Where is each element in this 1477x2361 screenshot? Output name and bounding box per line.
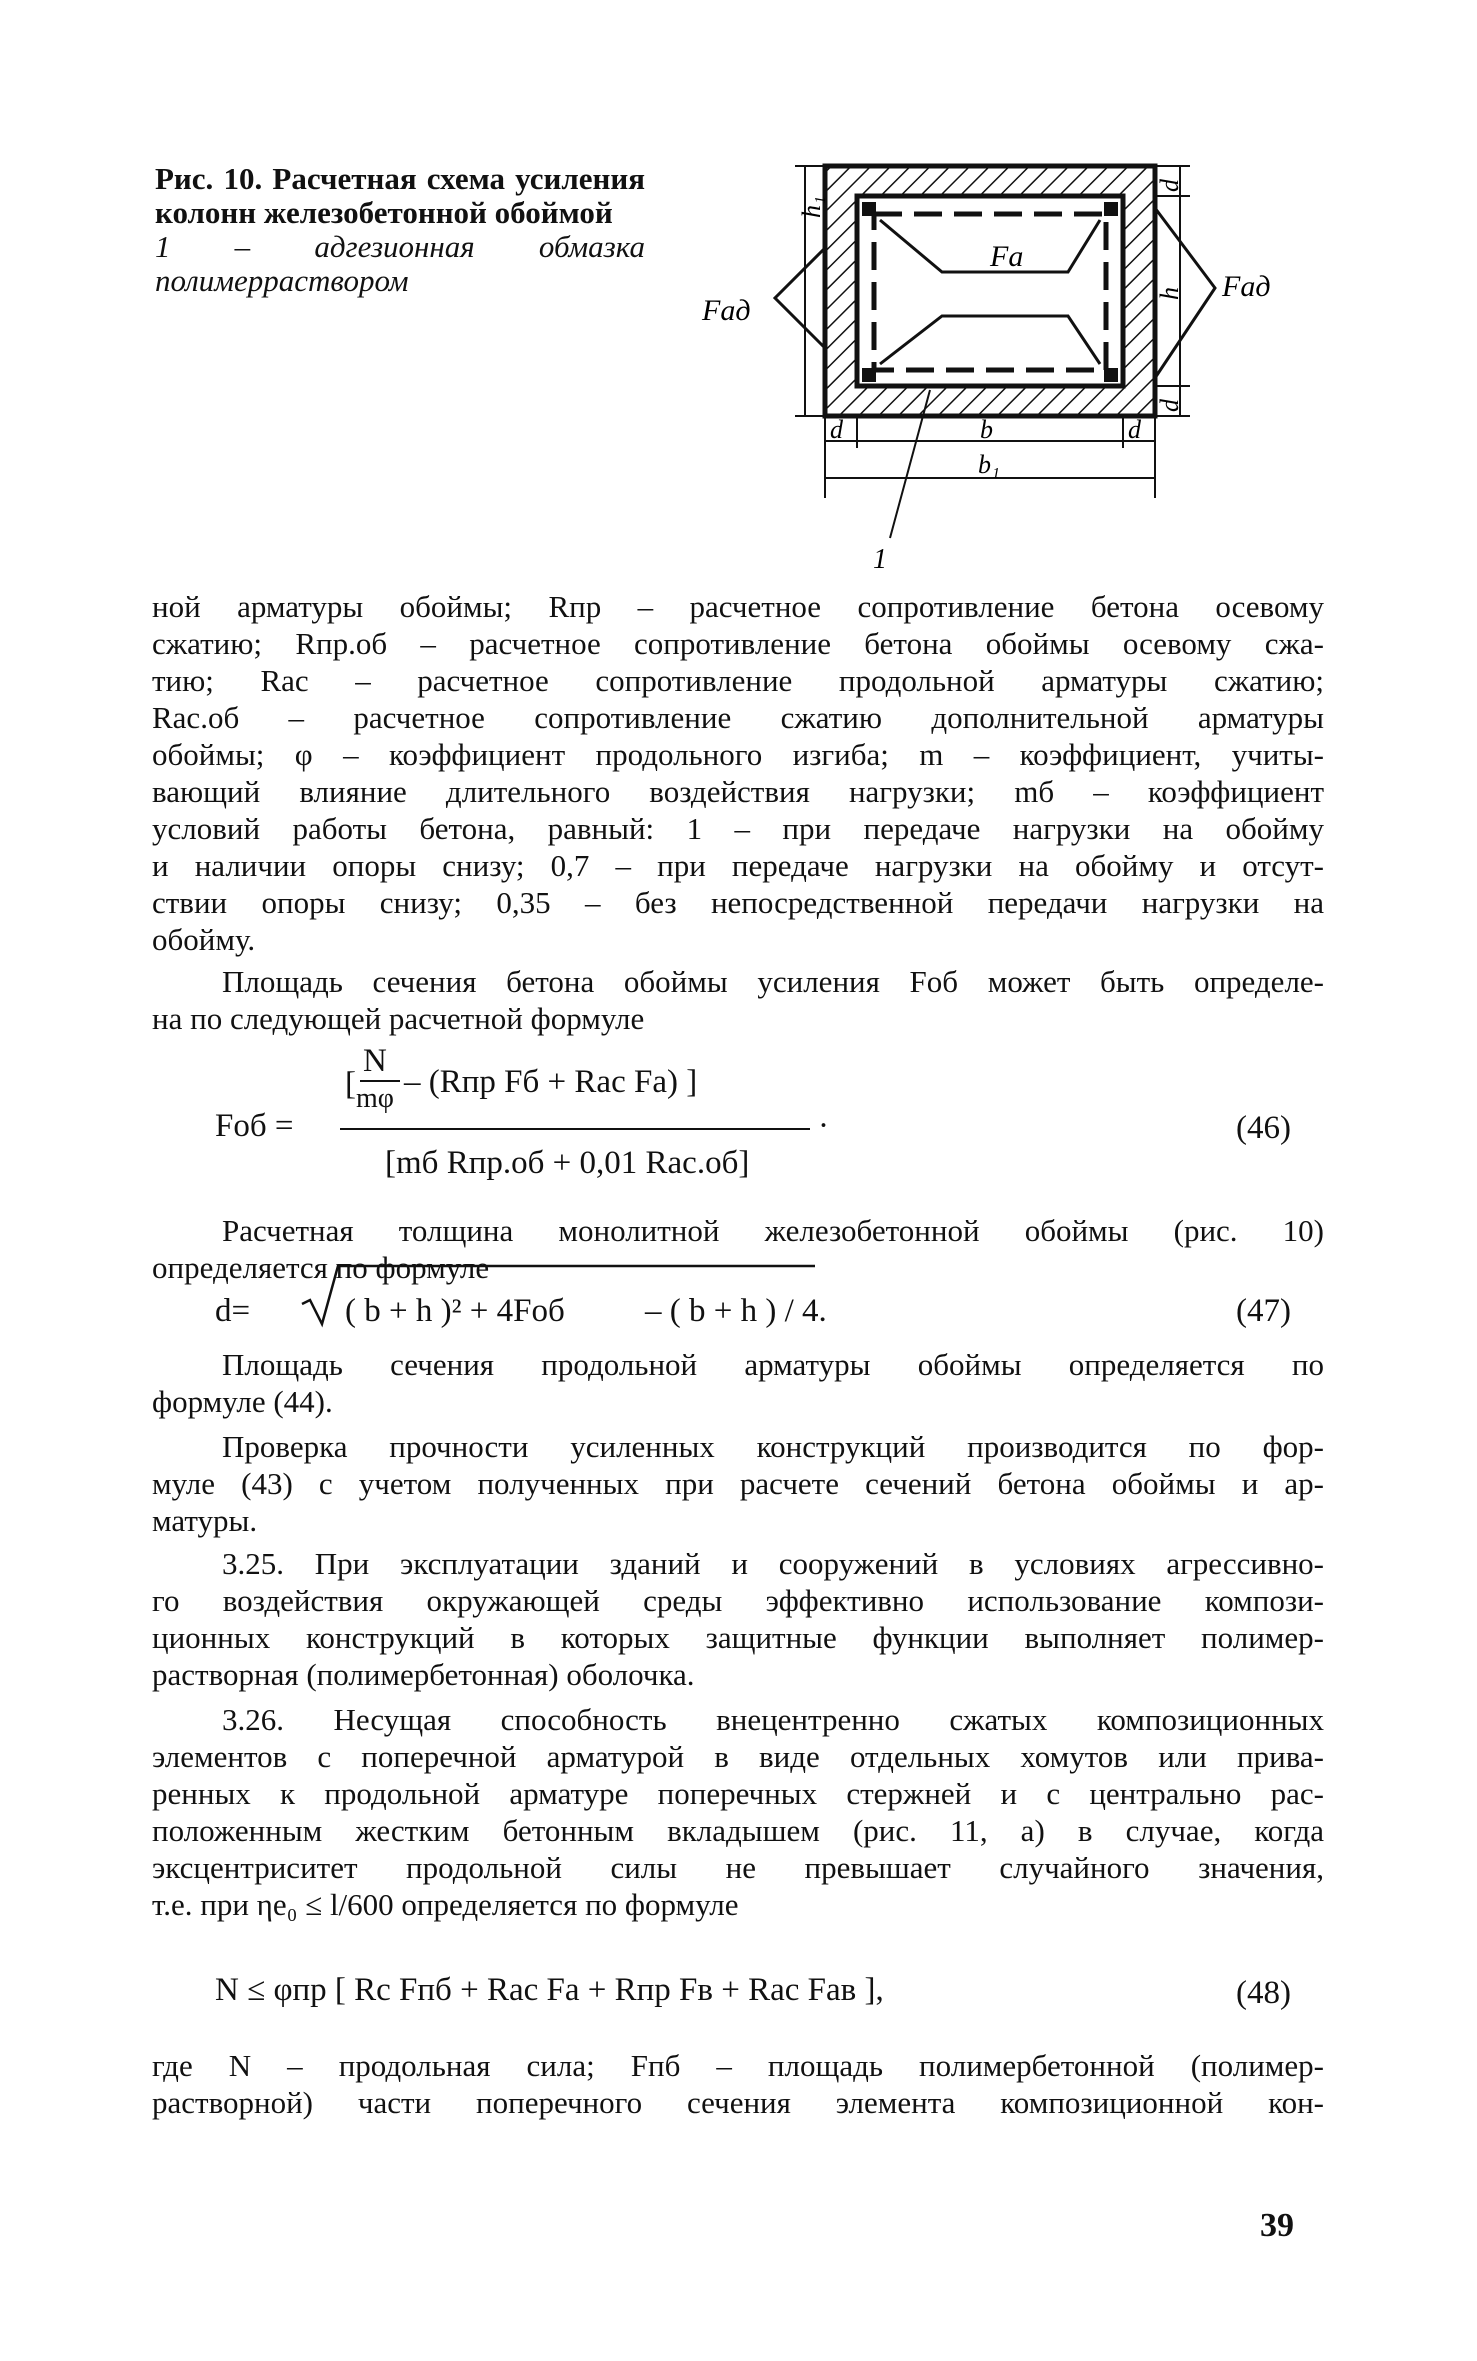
text-line: матуры. bbox=[152, 1503, 258, 1538]
label-b: b bbox=[980, 415, 993, 444]
figure-caption bbox=[155, 162, 645, 298]
f46-numerator-rest: – (Rпр Fб + Rас Fа) ] bbox=[404, 1064, 698, 1100]
paragraph-7 bbox=[152, 1701, 1324, 1923]
text-line: растворная (полимербетонная) оболочка. bbox=[152, 1657, 695, 1692]
f47-radicand: ( b + h )² + 4Fоб bbox=[345, 1293, 565, 1329]
paragraph-1 bbox=[152, 588, 1324, 958]
f47-lhs: d= bbox=[215, 1293, 251, 1329]
text-line: где N – продольная сила; Fпб – площадь полимербетонной (полимер- bbox=[152, 2048, 1324, 2083]
text-line: на по следующей расчетной формуле bbox=[152, 1001, 645, 1036]
page-number: 39 bbox=[1260, 2207, 1294, 2244]
text-line: вающий влияние длительного воздействия нагрузки; mб – коэффициент bbox=[152, 774, 1324, 809]
paragraph-8 bbox=[152, 2047, 1324, 2121]
text-line: Площадь сечения продольной арматуры обоймы определяется по bbox=[222, 1347, 1324, 1382]
f46-lhs: Fоб = bbox=[215, 1108, 294, 1144]
eq-number-46: (46) bbox=[1236, 1110, 1291, 1146]
paragraph-6 bbox=[152, 1545, 1324, 1693]
text-line: Rас.об – расчетное сопротивление сжатию дополнительной арматуры bbox=[152, 700, 1324, 735]
fad-left-wedge bbox=[775, 248, 825, 348]
label-d-left: d bbox=[830, 415, 843, 444]
text-line: обоймы; φ – коэффициент продольного изгиба; m – коэффициент, учиты- bbox=[152, 737, 1324, 772]
f46-N: N bbox=[363, 1043, 387, 1079]
label-d-bottom: d bbox=[1155, 399, 1184, 412]
f46-fraction-line bbox=[340, 1128, 810, 1130]
paragraph-2 bbox=[152, 963, 1324, 1037]
text-line: элементов с поперечной арматурой в виде отдельных хомутов или прива- bbox=[152, 1739, 1324, 1774]
text-line: Проверка прочности усиленных конструкций производится по фор- bbox=[222, 1429, 1324, 1464]
caption-title: Рис. 10. Расчетная схема усиления колонн железобетонной обоймой bbox=[155, 161, 645, 230]
f46-dot: · bbox=[818, 1108, 829, 1144]
text-line: муле (43) с учетом полученных при расчете сечений бетона обоймы и ар- bbox=[152, 1466, 1324, 1501]
text-line: положенным жестким бетонным вкладышем (рис. 11, а) в случае, когда bbox=[152, 1813, 1324, 1848]
label-d-right: d bbox=[1128, 415, 1141, 444]
eq-number-47: (47) bbox=[1236, 1293, 1291, 1329]
text-line: и наличии опоры снизу; 0,7 – при передаче нагрузки на обойму и отсут- bbox=[152, 848, 1324, 883]
text-line: тию; Rас – расчетное сопротивление продольной арматуры сжатию; bbox=[152, 663, 1324, 698]
f47-rest: – ( b + h ) / 4. bbox=[645, 1293, 827, 1329]
text-line: ционных конструкций в которых защитные функции выполняет полимер- bbox=[152, 1620, 1324, 1655]
text-line: условий работы бетона, равный: 1 – при передаче нагрузки на обойму bbox=[152, 811, 1324, 846]
label-b1: b₁ bbox=[978, 450, 1001, 479]
paragraph-4 bbox=[152, 1346, 1324, 1420]
text-line: 3.25. При эксплуатации зданий и сооружений в условиях агрессивно- bbox=[222, 1546, 1324, 1581]
f48-formula: N ≤ φпр [ Rс Fпб + Rас Fа + Rпр Fв + Rас Fав ], bbox=[215, 1972, 884, 2008]
eq-number-48: (48) bbox=[1236, 1975, 1291, 2011]
text-line: формуле (44). bbox=[152, 1384, 333, 1419]
text-line: определяется по формуле bbox=[152, 1250, 490, 1285]
text-line: ренных к продольной арматуре поперечных стержней и с центрально рас- bbox=[152, 1776, 1324, 1811]
paragraph-5 bbox=[152, 1428, 1324, 1539]
text-line: обойму. bbox=[152, 922, 256, 957]
label-h1: h₁ bbox=[797, 195, 826, 218]
text-line: го воздействия окружающей среды эффективно использование компози- bbox=[152, 1583, 1324, 1618]
text-line: Площадь сечения бетона обоймы усиления Fоб может быть определе- bbox=[222, 964, 1324, 999]
label-h: h bbox=[1155, 287, 1184, 300]
text-line: ной арматуры обоймы; Rпр – расчетное сопротивление бетона осевому bbox=[152, 589, 1324, 624]
text-line: ствии опоры снизу; 0,35 – без непосредственной передачи нагрузки на bbox=[152, 885, 1324, 920]
text-line: сжатию; Rпр.об – расчетное сопротивление бетона обоймы осевому сжа- bbox=[152, 626, 1324, 661]
column-section-diagram bbox=[690, 148, 1330, 588]
label-fa: Fа bbox=[990, 240, 1024, 273]
f46-mphi: mφ bbox=[356, 1083, 394, 1114]
text-line: растворной) части поперечного сечения элемента композиционной кон- bbox=[152, 2085, 1324, 2120]
text-line: т.е. при ηe₀ ≤ l/600 определяется по формуле bbox=[152, 1887, 739, 1922]
label-fad-left: Fад bbox=[702, 294, 751, 327]
text-line: Расчетная толщина монолитной железобетонной обоймы (рис. 10) bbox=[222, 1213, 1324, 1248]
f46-bracket: [ bbox=[345, 1066, 356, 1102]
f46-inner-fraction-line bbox=[360, 1080, 400, 1082]
label-d-top: d bbox=[1155, 179, 1184, 192]
caption-legend: 1 – адгезионная обмазка полимерраствором bbox=[155, 229, 645, 298]
f46-denominator: [mб Rпр.об + 0,01 Rас.об] bbox=[385, 1145, 750, 1181]
text-line: эксцентриситет продольной силы не превышает случайного значения, bbox=[152, 1850, 1324, 1885]
label-1: 1 bbox=[873, 544, 887, 575]
label-fad-right: Fад bbox=[1222, 270, 1271, 303]
text-line: 3.26. Несущая способность внецентренно сжатых композиционных bbox=[222, 1702, 1324, 1737]
